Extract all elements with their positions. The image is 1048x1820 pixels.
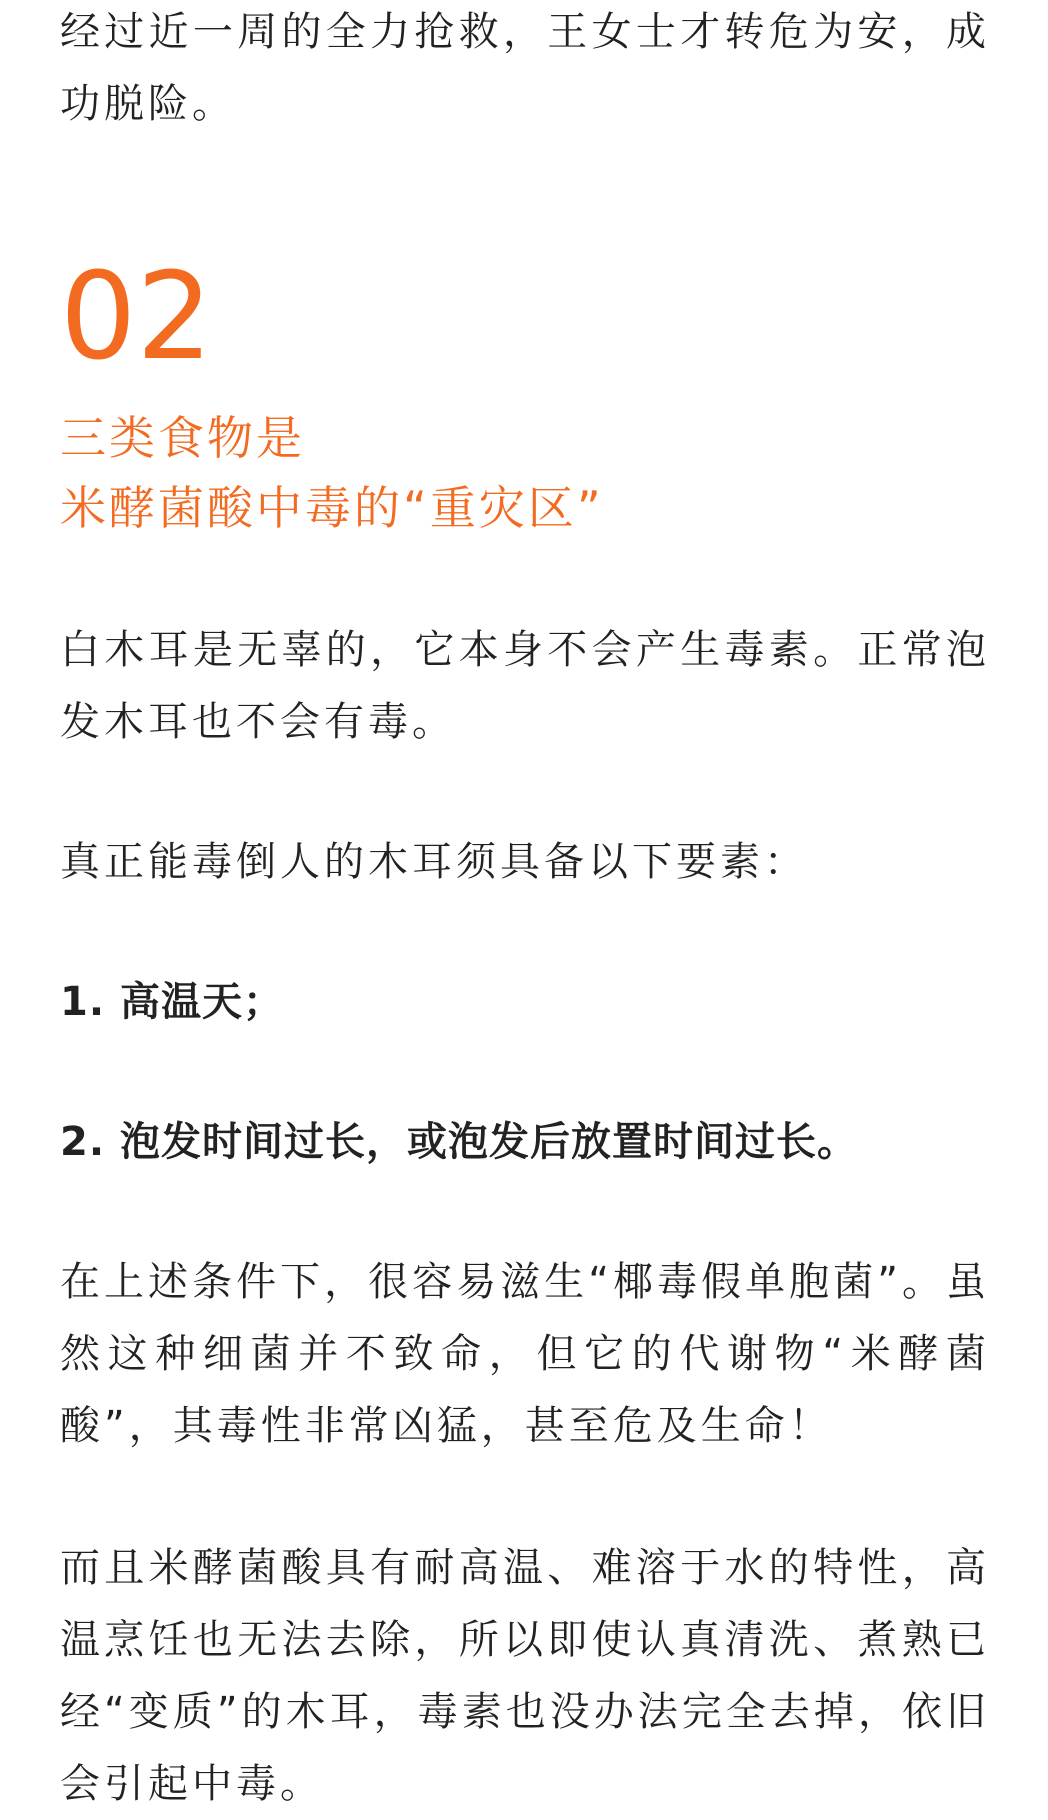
paragraph-bacteria: 在上述条件下，很容易滋生“椰毒假单胞菌”。虽然这种细菌并不致命，但它的代谢物“米酵菌酸”，其毒性非常凶猛，甚至危及生命！ [60, 1259, 990, 1449]
section-heading-line-2: 米酵菌酸中毒的“重灾区” [60, 481, 604, 535]
section-heading [60, 403, 990, 543]
section-heading-line-1: 三类食物是 [60, 411, 305, 465]
paragraph-white-fungus: 白木耳是无辜的，它本身不会产生毒素。正常泡发木耳也不会有毒。 [60, 627, 990, 745]
paragraph-heat-resistance: 而且米酵菌酸具有耐高温、难溶于水的特性，高温烹饪也无法去除，所以即使认真清洗、煮熟已经“变质”的木耳，毒素也没办法完全去掉，依旧会引起中毒。 [60, 1545, 990, 1807]
section-number: 02 [60, 248, 213, 387]
bold-item-soaking-time: 2. 泡发时间过长，或泡发后放置时间过长。 [60, 1119, 858, 1165]
paragraph-requirements: 真正能毒倒人的木耳须具备以下要素： [60, 839, 808, 885]
bold-item-high-temperature: 1. 高温天； [60, 979, 284, 1025]
intro-paragraph: 经过近一周的全力抢救，王女士才转危为安，成功脱险。 [60, 9, 990, 127]
